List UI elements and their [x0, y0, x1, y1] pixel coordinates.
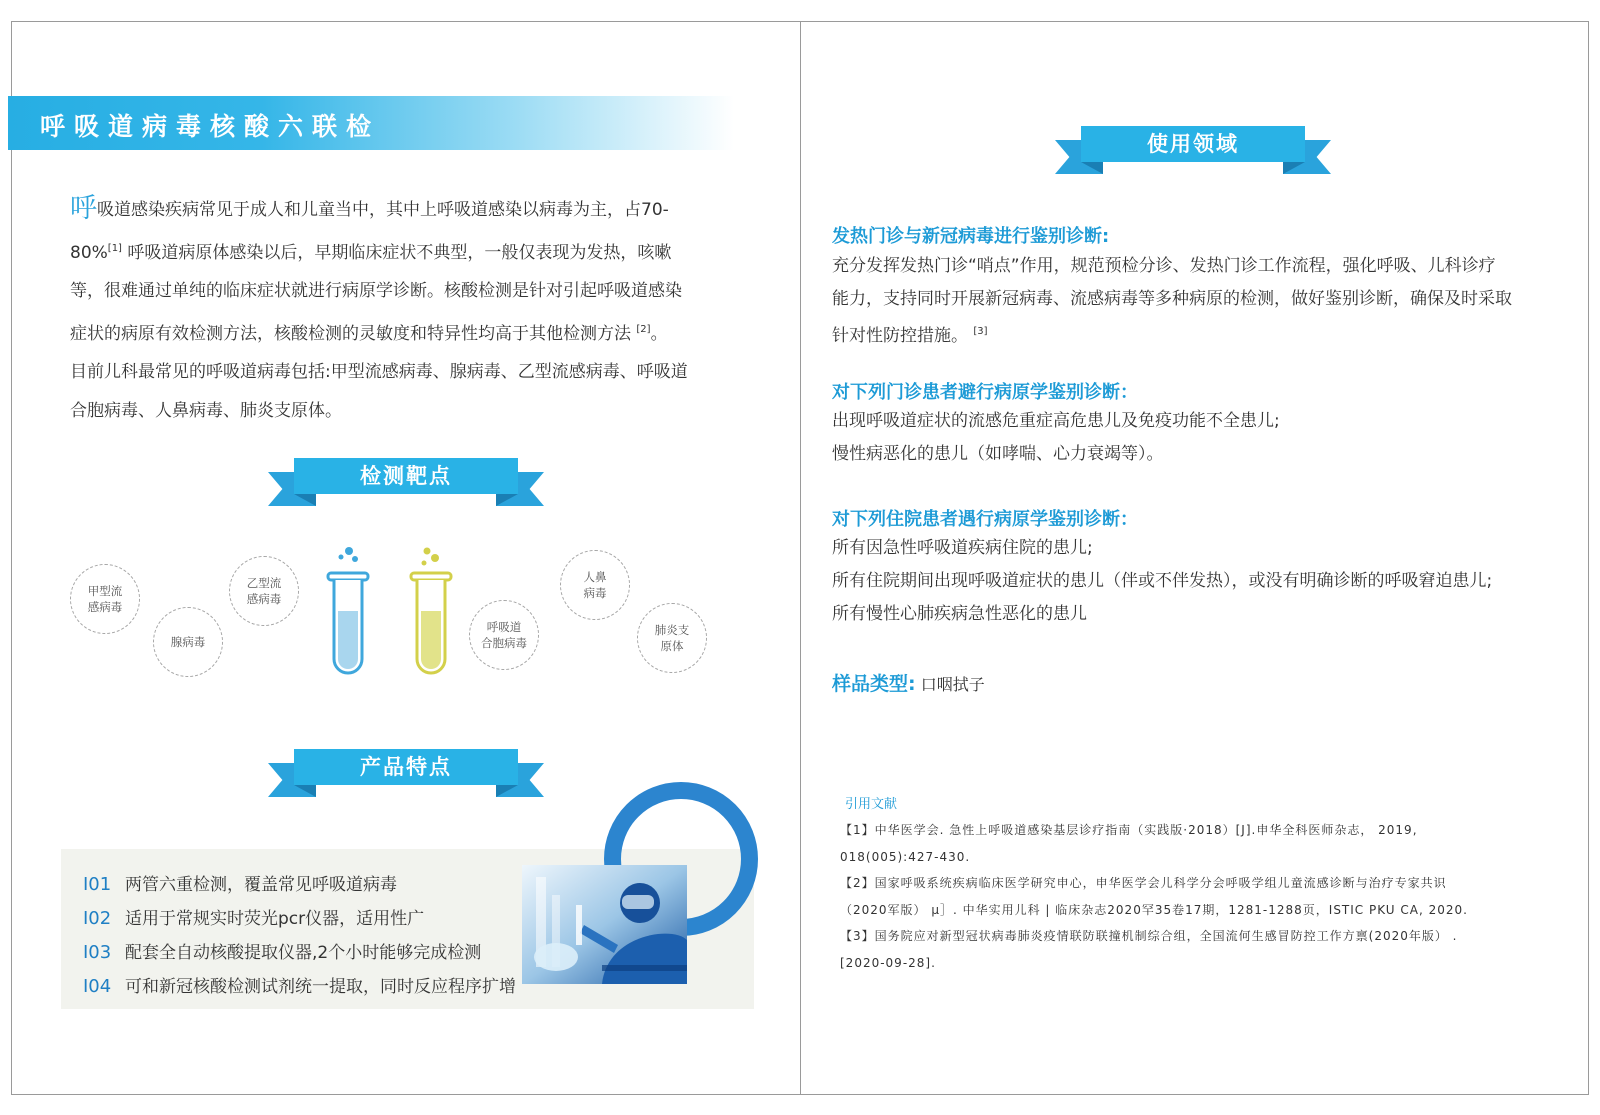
section-title-outpatients: 对下列门诊患者避行病原学鉴别诊断：	[832, 382, 1138, 403]
usage-heading: 使用领域	[1081, 126, 1305, 162]
citation: [1]	[107, 242, 122, 254]
sample-type	[832, 669, 985, 696]
intro-line	[70, 311, 742, 354]
reference-line: 【3】国务院应对新型冠状病毒肺炎疫情联防联撞机制综合组，全国流何生感冒防控工作方禀(2020年版） .	[840, 929, 1458, 943]
reference-line: [2020-09-28].	[840, 955, 936, 970]
features-ribbon	[268, 749, 544, 801]
intro-text: 。	[650, 323, 668, 344]
reference-line: （2020军版） μ］. 中华实用儿科 | 临床杂志2020罕35卷17期，1281-1288页，ISTIC PKU CA, 2020.	[840, 902, 1468, 917]
feature-number: I01	[83, 874, 112, 895]
references	[840, 793, 1540, 976]
blue-test-tube-icon	[322, 545, 378, 685]
target-rsv: 呼吸道 合胞病毒	[469, 600, 539, 670]
usage-ribbon	[1055, 126, 1331, 178]
section-text: 所有慢性心肺疾病急性恶化的患儿	[832, 604, 1087, 624]
intro-line	[70, 190, 742, 230]
targets-ribbon	[268, 458, 544, 510]
target-rhinovirus: 人鼻 病毒	[560, 550, 630, 620]
reference-line: 【1】中华医学会. 急性上呼吸道感染基层诊疗指南（实践版·2018）[J].申华全科医师杂志， 2019,	[840, 823, 1418, 837]
feature-text: 配套全自动核酸提取仪器,2个小时能够完成检测	[125, 943, 482, 963]
title-banner	[8, 96, 734, 150]
feature-number: I04	[83, 976, 112, 997]
targets-heading: 检测靶点	[294, 458, 518, 494]
feature-text: 两管六重检测，覆盖常见呼吸道病毒	[125, 875, 397, 895]
target-flu-b: 乙型流 感病毒	[229, 556, 299, 626]
intro-text: 吸道感染疾病常见于成人和儿童当中，其中上呼吸道感染以病毒为主，占70-	[97, 200, 669, 220]
lab-scientist-illustration	[522, 865, 687, 984]
sample-type-label: 样品类型:	[832, 673, 916, 695]
section-title-inpatients: 对下列住院患者遇行病原学鉴别诊断：	[832, 509, 1138, 530]
target-flu-a: 甲型流 感病毒	[70, 564, 140, 634]
reference-line: 【2】国家呼吸系统疾病临床医学研究申心，申华医学会儿科学分会呼吸学组儿童流感诊断与治疗专家共识	[840, 876, 1447, 890]
references-heading: 引用文献	[845, 797, 898, 812]
intro-text: 80%	[70, 242, 108, 263]
target-adenovirus: 腺病毒	[153, 607, 223, 677]
section-text	[832, 315, 988, 353]
section-title-fever-clinic: 发热门诊与新冠病毒进行鉴别诊断:	[832, 226, 1110, 247]
target-mycoplasma: 肺炎支 原体	[637, 603, 707, 673]
section-text: 出现呼吸道症状的流感危重症高危患儿及免疫功能不全患儿;	[832, 411, 1280, 431]
sample-type-value: 口咽拭子	[920, 675, 985, 694]
intro-line: 等，很难通过单纯的临床症状就进行病原学诊断。核酸检测是针对引起呼吸道感染	[70, 281, 682, 301]
yellow-test-tube-icon	[405, 545, 461, 685]
feature-item	[83, 868, 516, 902]
feature-text: 可和新冠核酸检测试剂统一提取，同时反应程序扩增	[125, 977, 516, 997]
feature-number: I02	[83, 908, 112, 929]
citation: [2]	[636, 323, 651, 335]
section-text-span: 针对性防控措施。	[832, 326, 968, 346]
page-divider	[800, 21, 801, 1095]
lab-photo	[522, 865, 687, 984]
section-text: 充分发挥发热门诊“哨点”作用，规范预检分诊、发热门诊工作流程，强化呼吸、儿科诊疗	[832, 256, 1496, 276]
page-title: 呼吸道病毒核酸六联检	[40, 112, 381, 141]
section-text: 所有住院期间出现呼吸道症状的患儿（伴或不伴发热），或没有明确诊断的呼吸窘迫患儿;	[832, 571, 1493, 591]
feature-item	[83, 970, 516, 1004]
intro-line: 合胞病毒、人鼻病毒、肺炎支原体。	[70, 400, 342, 421]
features-heading: 产品特点	[294, 749, 518, 785]
section-text: 能力，支持同时开展新冠病毒、流感病毒等多种病原的检测，做好鉴别诊断，确保及时采取	[832, 289, 1512, 309]
feature-item	[83, 902, 516, 936]
intro-paragraph	[70, 190, 742, 430]
feature-item	[83, 936, 516, 970]
intro-text: 呼吸道病原体感染以后，早期临床症状不典型，一般仅表现为发热，咳嗽	[127, 242, 672, 263]
features-list	[83, 868, 516, 1004]
section-text: 所有因急性呼吸道疾病住院的患儿;	[832, 538, 1093, 558]
feature-number: I03	[83, 942, 112, 963]
feature-text: 适用于常规实时荧光pcr仪器，适用性广	[125, 909, 425, 929]
intro-text: 症状的病原有效检测方法，核酸检测的灵敏度和特异性均高于其他检测方法	[70, 323, 631, 344]
reference-line: 018(005):427-430.	[840, 849, 971, 864]
section-text: 慢性病恶化的患儿（如哮喘、心力衰竭等）。	[832, 444, 1164, 464]
intro-line: 目前儿科最常见的呼吸道病毒包括:甲型流感病毒、腺病毒、乙型流感病毒、呼吸道	[70, 362, 688, 382]
drop-cap: 呼	[70, 193, 97, 224]
intro-line	[70, 230, 742, 273]
citation: [3]	[973, 326, 988, 337]
